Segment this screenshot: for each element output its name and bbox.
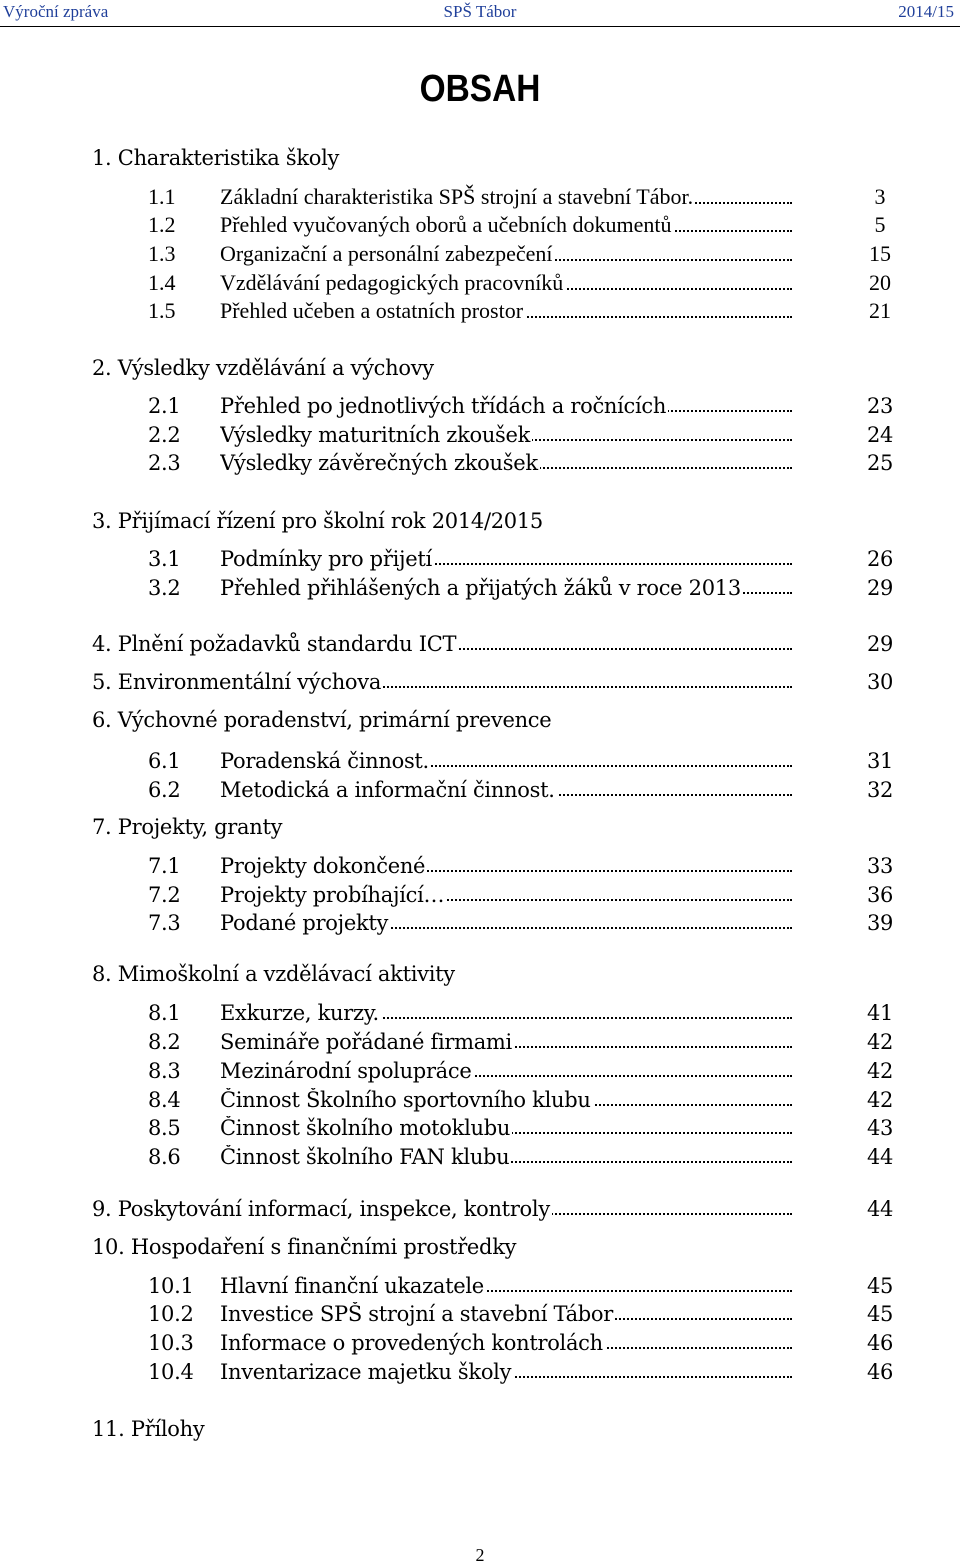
header-left: Výroční zpráva: [3, 2, 109, 21]
toc-entry-number: 1.3: [148, 241, 176, 266]
toc-entry-number: 7.1: [148, 854, 181, 878]
toc-entry[interactable]: [0, 778, 960, 806]
toc-entry-text: Informace o provedených kontrolách: [220, 1331, 603, 1355]
toc-entry-text: Podané projekty: [220, 911, 389, 935]
section-heading-7: 7. Projekty, granty: [92, 815, 283, 839]
toc-entry-number: 1.4: [148, 270, 176, 295]
toc-entry-text: Základní charakteristika SPŠ strojní a stavební Tábor.: [220, 184, 694, 209]
toc-entry-number: 1.5: [148, 298, 176, 323]
toc-entry-9[interactable]: [0, 1197, 960, 1225]
section-heading-2: 2. Výsledky vzdělávání a výchovy: [92, 356, 434, 380]
toc-entry-page: 44: [866, 1197, 894, 1221]
toc-entry-text: Projekty probíhající…: [220, 883, 445, 907]
toc-entry-number: 10.3: [148, 1331, 194, 1355]
toc-entry[interactable]: [0, 298, 960, 326]
toc-entry-page: 45: [866, 1302, 894, 1326]
toc-entry-number: 1.2: [148, 212, 176, 237]
toc-entry[interactable]: [0, 854, 960, 882]
toc-entry-number: 2.1: [148, 394, 181, 418]
toc-entry-number: 10.1: [148, 1274, 194, 1298]
toc-entry-text: 4. Plnění požadavků standardu ICT: [92, 632, 457, 656]
toc-entry-text: 5. Environmentální výchova: [92, 670, 382, 694]
toc-entry-text: Poradenská činnost.: [220, 749, 429, 773]
toc-entry-page: 33: [866, 854, 894, 878]
toc-entry-text: Vzdělávání pedagogických pracovníků: [220, 270, 564, 295]
toc-entry-page: 39: [866, 911, 894, 935]
toc-entry-page: 46: [866, 1331, 894, 1355]
toc-entry-page: 36: [866, 883, 894, 907]
toc-entry-page: 30: [866, 670, 894, 694]
toc-entry-page: 29: [866, 632, 894, 656]
toc-entry-page: 46: [866, 1360, 894, 1384]
toc-entry-text: Exkurze, kurzy.: [220, 1001, 379, 1025]
toc-entry-text: Činnost Školního sportovního klubu: [220, 1088, 591, 1112]
toc-entry-page: 41: [866, 1001, 894, 1025]
section-heading-8: 8. Mimoškolní a vzdělávací aktivity: [92, 962, 455, 986]
toc-entry-text: Přehled učeben a ostatních prostor: [220, 298, 524, 323]
toc-entry-page: 25: [866, 451, 894, 475]
section-heading-6: 6. Výchovné poradenství, primární prevence: [92, 708, 552, 732]
toc-entry-page: 23: [866, 394, 894, 418]
toc-entry-number: 6.1: [148, 749, 181, 773]
toc-entry[interactable]: [0, 241, 960, 269]
toc-entry-text: Přehled přihlášených a přijatých žáků v roce 2013: [220, 576, 741, 600]
toc-entry-page: 45: [866, 1274, 894, 1298]
toc-entry-text: Podmínky pro přijetí: [220, 547, 432, 571]
toc-entry-page: 15: [869, 241, 891, 266]
page-title: OBSAH: [419, 68, 541, 110]
section-heading-10: 10. Hospodaření s finančními prostředky: [92, 1235, 517, 1259]
toc-entry-text: Hlavní finanční ukazatele: [220, 1274, 484, 1298]
toc-entry-text: Výsledky závěrečných zkoušek: [220, 451, 538, 475]
toc-entry-page: 5: [874, 212, 886, 237]
toc-entry[interactable]: [0, 1116, 960, 1144]
section-heading-1: 1. Charakteristika školy: [92, 146, 340, 170]
toc-entry-text: Přehled vyučovaných oborů a učebních dokumentů: [220, 212, 672, 237]
toc-entry-number: 2.2: [148, 423, 181, 447]
toc-entry-page: 24: [866, 423, 894, 447]
toc-entry-page: 32: [866, 778, 894, 802]
toc-entry-number: 8.6: [148, 1145, 181, 1169]
toc-entry-4[interactable]: [0, 632, 960, 660]
toc-entry-page: 44: [866, 1145, 894, 1169]
section-heading-11: 11. Přílohy: [92, 1417, 205, 1441]
toc-entry-text: Investice SPŠ strojní a stavební Tábor: [220, 1302, 614, 1326]
page-number: 2: [475, 1545, 485, 1565]
toc-entry-number: 7.3: [148, 911, 181, 935]
toc-entry-page: 21: [869, 298, 891, 323]
toc-entry-5[interactable]: [0, 670, 960, 698]
toc-entry-text: Mezinárodní spolupráce: [220, 1059, 472, 1083]
toc-entry-text: 9. Poskytování informací, inspekce, kontroly: [92, 1197, 550, 1221]
toc-entry[interactable]: [0, 911, 960, 939]
toc-entry-text: Činnost školního motoklubu: [220, 1116, 511, 1140]
toc-entry-number: 8.2: [148, 1030, 181, 1054]
toc-entry[interactable]: [0, 576, 960, 604]
toc-entry-number: 8.5: [148, 1116, 181, 1140]
toc-entry-text: Činnost školního FAN klubu: [220, 1145, 510, 1169]
toc-entry-number: 10.2: [148, 1302, 194, 1326]
toc-entry-number: 10.4: [148, 1360, 194, 1384]
toc-entry-number: 3.2: [148, 576, 181, 600]
toc-entry[interactable]: [0, 547, 960, 575]
toc-entry[interactable]: [0, 1274, 960, 1302]
toc-entry[interactable]: [0, 184, 960, 212]
toc-entry[interactable]: [0, 1088, 960, 1116]
header-center: SPŠ Tábor: [443, 2, 517, 21]
toc-entry-number: 8.3: [148, 1059, 181, 1083]
toc-entry-page: 42: [866, 1030, 894, 1054]
toc-entry[interactable]: [0, 1302, 960, 1330]
toc-entry[interactable]: [0, 1001, 960, 1029]
toc-entry[interactable]: [0, 451, 960, 479]
section-heading-3: 3. Přijímací řízení pro školní rok 2014/2015: [92, 509, 543, 533]
toc-entry-number: 3.1: [148, 547, 181, 571]
toc-entry[interactable]: [0, 1059, 960, 1087]
toc-entry[interactable]: [0, 394, 960, 422]
toc-entry-number: 1.1: [148, 184, 176, 209]
toc-entry-number: 8.4: [148, 1088, 181, 1112]
toc-entry-text: Inventarizace majetku školy: [220, 1360, 512, 1384]
toc-entry-page: 42: [866, 1059, 894, 1083]
toc-entry-page: 3: [874, 184, 886, 209]
toc-entry[interactable]: [0, 1030, 960, 1058]
toc-entry-text: Semináře pořádané firmami: [220, 1030, 512, 1054]
toc-entry-text: Přehled po jednotlivých třídách a ročnících: [220, 394, 667, 418]
header-right: 2014/15: [898, 2, 954, 21]
toc-entry[interactable]: [0, 1360, 960, 1388]
toc-entry-page: 26: [866, 547, 894, 571]
toc-entry[interactable]: [0, 270, 960, 298]
toc-entry-page: 31: [866, 749, 894, 773]
toc-entry[interactable]: [0, 883, 960, 911]
toc-entry[interactable]: [0, 1145, 960, 1173]
toc-entry[interactable]: [0, 212, 960, 240]
toc-entry-text: Organizační a personální zabezpečení: [220, 241, 553, 266]
toc-entry-number: 2.3: [148, 451, 181, 475]
toc-entry-page: 43: [866, 1116, 894, 1140]
toc-entry-text: Projekty dokončené: [220, 854, 426, 878]
toc-entry-number: 7.2: [148, 883, 181, 907]
toc-entry[interactable]: [0, 749, 960, 777]
toc-entry[interactable]: [0, 1331, 960, 1359]
toc-entry-text: Výsledky maturitních zkoušek: [220, 423, 531, 447]
toc-entry[interactable]: [0, 423, 960, 451]
toc-entry-text: Metodická a informační činnost.: [220, 778, 555, 802]
toc-entry-page: 42: [866, 1088, 894, 1112]
toc-entry-page: 20: [869, 270, 891, 295]
toc-entry-number: 6.2: [148, 778, 181, 802]
toc-entry-number: 8.1: [148, 1001, 181, 1025]
toc-entry-page: 29: [866, 576, 894, 600]
